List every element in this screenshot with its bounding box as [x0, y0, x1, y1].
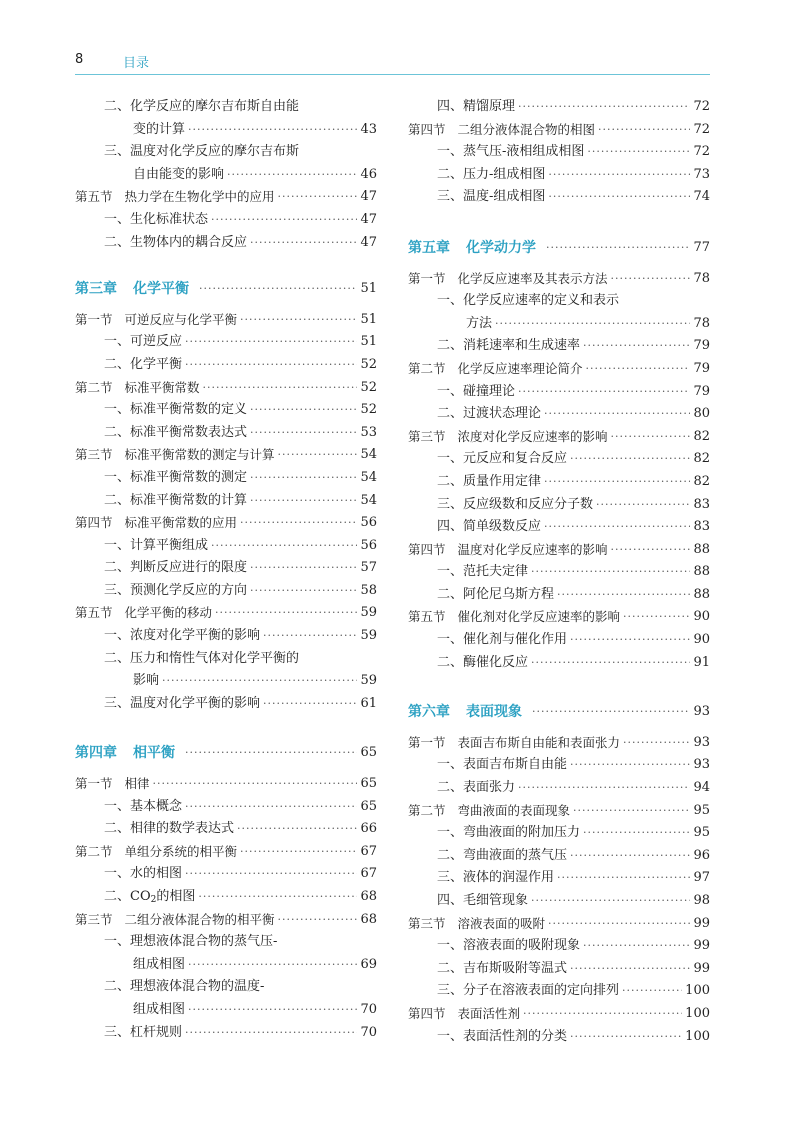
- page-ref: 58: [360, 582, 377, 598]
- toc-section[interactable]: 第五节 化学平衡的移动 ····· 59: [75, 602, 377, 625]
- dot-leader: [623, 606, 690, 629]
- page-ref: 51: [360, 334, 377, 350]
- dot-leader: [518, 96, 690, 119]
- dot-leader: [185, 354, 357, 377]
- toc-entry[interactable]: 一、蒸气压-液相组成相图 ····· 72: [408, 141, 710, 164]
- dot-leader: [211, 535, 357, 558]
- dot-leader: [227, 164, 357, 187]
- toc-section[interactable]: 第三节 标准平衡常数的测定与计算 ····· 54: [75, 444, 377, 467]
- toc-chapter[interactable]: 第三章 化学平衡 ····· 51: [75, 278, 377, 301]
- toc-entry[interactable]: 三、反应级数和反应分子数 ····· 83: [408, 494, 710, 517]
- dot-leader: [240, 309, 357, 332]
- page-ref: 99: [693, 960, 710, 976]
- toc-section[interactable]: 第五节 热力学在生物化学中的应用 ····· 47: [75, 186, 377, 209]
- page-ref: 72: [693, 144, 710, 160]
- page-header: [75, 52, 710, 75]
- toc-entry[interactable]: 二、阿伦尼乌斯方程 ····· 88: [408, 584, 710, 607]
- page-ref: 79: [693, 360, 710, 376]
- toc-entry[interactable]: 一、元反应和复合反应 ····· 82: [408, 448, 710, 471]
- dot-leader: [263, 625, 357, 648]
- page-ref: 96: [693, 847, 710, 863]
- page-ref: 52: [360, 402, 377, 418]
- toc-section[interactable]: 第四节 表面活性剂 ····· 100: [408, 1003, 710, 1026]
- page-ref: 93: [693, 757, 710, 773]
- dot-leader: [622, 980, 682, 1003]
- dot-leader: [518, 777, 690, 800]
- dot-leader: [544, 471, 690, 494]
- page-ref: 47: [360, 234, 377, 250]
- toc-entry[interactable]: 四、简单级数反应 ····· 83: [408, 516, 710, 539]
- toc-entry[interactable]: 一、可逆反应 ····· 51: [75, 331, 377, 354]
- toc-entry[interactable]: 二、理想液体混合物的温度-: [104, 979, 265, 995]
- page-ref: 51: [360, 311, 377, 327]
- toc-chapter[interactable]: 第四章 相平衡 ····· 65: [75, 742, 377, 765]
- dot-leader: [570, 754, 690, 777]
- page-ref: 65: [360, 776, 377, 792]
- dot-leader: [185, 796, 357, 819]
- page-ref: 78: [693, 315, 710, 331]
- dot-leader: [250, 580, 357, 603]
- toc-entry-continued[interactable]: 自由能变的影响 ····· 46: [75, 164, 377, 187]
- page-ref: 91: [693, 654, 710, 670]
- page-ref: 69: [360, 956, 377, 972]
- toc-entry[interactable]: 一、基本概念 ····· 65: [75, 796, 377, 819]
- page-ref: 54: [360, 492, 377, 508]
- dot-leader: [240, 841, 357, 864]
- page-ref: 65: [360, 798, 377, 814]
- page-ref: 95: [693, 802, 710, 818]
- toc-entry[interactable]: 二、$CO_2$的相图 ····· 68: [75, 886, 377, 909]
- toc-entry[interactable]: 一、化学反应速率的定义和表示: [437, 293, 620, 309]
- toc-entry[interactable]: 一、表面吉布斯自由能 ····· 93: [408, 754, 710, 777]
- toc-section[interactable]: 第二节 标准平衡常数 ····· 52: [75, 377, 377, 400]
- dot-leader: [573, 800, 690, 823]
- toc-entry-continued[interactable]: 组成相图 ····· 70: [75, 999, 377, 1022]
- page-ref: 61: [360, 695, 377, 711]
- toc-entry[interactable]: 二、酶催化反应 ····· 91: [408, 652, 710, 675]
- toc-entry[interactable]: 一、理想液体混合物的蒸气压-: [104, 934, 278, 950]
- dot-leader: [162, 670, 357, 693]
- toc-entry[interactable]: 二、判断反应进行的限度 ····· 57: [75, 557, 377, 580]
- page-ref: 82: [693, 428, 710, 444]
- toc-entry-continued[interactable]: 方法 ····· 78: [408, 313, 710, 336]
- toc-entry[interactable]: 四、精馏原理 ····· 72: [408, 96, 710, 119]
- page-ref: 59: [360, 605, 377, 621]
- page-ref: 66: [360, 821, 377, 837]
- dot-leader: [240, 512, 357, 535]
- page-ref: 77: [693, 239, 710, 255]
- dot-leader: [570, 629, 690, 652]
- page-ref: 46: [360, 166, 377, 182]
- page-ref: 99: [693, 915, 710, 931]
- page-ref: 70: [360, 1024, 377, 1040]
- running-title: 目录: [123, 56, 150, 71]
- toc-entry[interactable]: 二、过渡状态理论 ····· 80: [408, 403, 710, 426]
- dot-leader: [623, 732, 690, 755]
- toc-section[interactable]: 第二节 单组分系统的相平衡 ····· 67: [75, 841, 377, 864]
- page-ref: 88: [693, 586, 710, 602]
- toc-entry[interactable]: 二、压力-组成相图 ····· 73: [408, 164, 710, 187]
- dot-leader: [586, 358, 691, 381]
- dot-leader: [278, 909, 358, 932]
- dot-leader: [518, 381, 690, 404]
- dot-leader: [188, 999, 357, 1022]
- dot-leader: [546, 237, 690, 260]
- page-ref: 99: [693, 938, 710, 954]
- dot-leader: [583, 335, 690, 358]
- dot-leader: [278, 186, 358, 209]
- page-ref: 79: [693, 338, 710, 354]
- toc-entry[interactable]: 一、标准平衡常数的定义 ····· 52: [75, 399, 377, 422]
- page-ref: 56: [360, 537, 377, 553]
- dot-leader: [596, 494, 690, 517]
- toc-entry[interactable]: 二、压力和惰性气体对化学平衡的: [104, 650, 300, 666]
- toc-section[interactable]: 第三节 二组分液体混合物的相平衡 ····· 68: [75, 909, 377, 932]
- page-ref: 70: [360, 1001, 377, 1017]
- page-ref: 52: [360, 356, 377, 372]
- toc-entry[interactable]: 三、温度对化学平衡的影响 ····· 61: [75, 693, 377, 716]
- toc-section[interactable]: 第四节 温度对化学反应速率的影响 ····· 88: [408, 539, 710, 562]
- dot-leader: [531, 890, 690, 913]
- toc-chapter[interactable]: 第六章 表面现象 ····· 93: [408, 701, 710, 724]
- toc-entry[interactable]: 一、溶液表面的吸附现象 ····· 99: [408, 935, 710, 958]
- dot-leader: [250, 557, 357, 580]
- dot-leader: [153, 773, 358, 796]
- page-ref: 82: [693, 451, 710, 467]
- page-ref: 83: [693, 496, 710, 512]
- page-ref: 47: [360, 189, 377, 205]
- toc-entry[interactable]: 四、毛细管现象 ····· 98: [408, 890, 710, 913]
- dot-leader: [544, 403, 690, 426]
- dot-leader: [548, 164, 690, 187]
- page-ref: 79: [693, 383, 710, 399]
- toc-section[interactable]: 第五节 催化剂对化学反应速率的影响 ····· 90: [408, 606, 710, 629]
- dot-leader: [570, 958, 690, 981]
- toc-entry[interactable]: 一、生化标准状态 ····· 47: [75, 209, 377, 232]
- dot-leader: [199, 278, 357, 301]
- toc-section[interactable]: 第三节 浓度对化学反应速率的影响 ····· 82: [408, 426, 710, 449]
- dot-leader: [185, 863, 357, 886]
- page-ref: 74: [693, 189, 710, 205]
- page-ref: 83: [693, 519, 710, 535]
- dot-leader: [185, 742, 357, 765]
- page-ref: 72: [693, 121, 710, 137]
- page-number: 8: [75, 52, 84, 67]
- page-ref: 82: [693, 473, 710, 489]
- toc-entry[interactable]: 一、碰撞理论 ····· 79: [408, 381, 710, 404]
- toc-entry[interactable]: 一、弯曲液面的附加压力 ····· 95: [408, 822, 710, 845]
- toc-entry[interactable]: 二、化学平衡 ····· 52: [75, 354, 377, 377]
- toc-right-column: [408, 96, 710, 1048]
- page-ref: 93: [693, 704, 710, 720]
- dot-leader: [548, 913, 690, 936]
- dot-leader: [531, 561, 690, 584]
- toc-entry[interactable]: 一、标准平衡常数的测定 ····· 54: [75, 467, 377, 490]
- page-ref: 65: [360, 745, 377, 761]
- dot-leader: [250, 232, 357, 255]
- toc-entry[interactable]: 二、标准平衡常数的计算 ····· 54: [75, 490, 377, 513]
- dot-leader: [263, 693, 357, 716]
- toc-entry-continued[interactable]: 组成相图 ····· 69: [75, 954, 377, 977]
- dot-leader: [570, 448, 690, 471]
- page-ref: 68: [360, 889, 377, 904]
- page-ref: 52: [360, 379, 377, 395]
- page-ref: 88: [693, 564, 710, 580]
- dot-leader: [557, 867, 690, 890]
- dot-leader: [587, 141, 690, 164]
- dot-leader: [583, 822, 690, 845]
- toc-entry[interactable]: 三、液体的润湿作用 ····· 97: [408, 867, 710, 890]
- page-ref: 68: [360, 911, 377, 927]
- page-ref: 100: [685, 1028, 710, 1044]
- toc-chapter[interactable]: 第五章 化学动力学 ····· 77: [408, 237, 710, 260]
- page-ref: 97: [693, 870, 710, 886]
- page-ref: 59: [360, 673, 377, 689]
- dot-leader: [185, 331, 357, 354]
- page-ref: 78: [693, 270, 710, 286]
- toc-section[interactable]: 第一节 表面吉布斯自由能和表面张力 ····· 93: [408, 732, 710, 755]
- toc-entry[interactable]: 二、化学反应的摩尔吉布斯自由能: [104, 99, 300, 114]
- page-ref: 43: [360, 121, 377, 137]
- page-ref: 53: [360, 424, 377, 440]
- dot-leader: [532, 701, 690, 724]
- toc-section[interactable]: 第一节 可逆反应与化学平衡 ····· 51: [75, 309, 377, 332]
- toc-entry[interactable]: 一、计算平衡组成 ····· 56: [75, 535, 377, 558]
- dot-leader: [188, 119, 357, 142]
- page-ref: 94: [693, 780, 710, 796]
- dot-leader: [211, 209, 357, 232]
- toc-section[interactable]: 第四节 标准平衡常数的应用 ····· 56: [75, 512, 377, 535]
- dot-leader: [531, 652, 690, 675]
- dot-leader: [188, 954, 357, 977]
- toc-section[interactable]: 第二节 弯曲液面的表面现象 ····· 95: [408, 800, 710, 823]
- toc-entry[interactable]: 三、预测化学反应的方向 ····· 58: [75, 580, 377, 603]
- toc-entry-continued[interactable]: 影响 ····· 59: [75, 670, 377, 693]
- dot-leader: [203, 377, 358, 400]
- page-ref: 93: [693, 734, 710, 750]
- page-ref: 80: [693, 406, 710, 422]
- toc-section[interactable]: 第一节 化学反应速率及其表示方法 ····· 78: [408, 268, 710, 291]
- page-ref: 100: [685, 983, 710, 999]
- toc-entry[interactable]: 二、相律的数学表达式 ····· 66: [75, 818, 377, 841]
- page-ref: 54: [360, 469, 377, 485]
- dot-leader: [598, 119, 690, 142]
- toc-entry[interactable]: 二、吉布斯吸附等温式 ····· 99: [408, 958, 710, 981]
- dot-leader: [250, 422, 357, 445]
- dot-leader: [557, 584, 690, 607]
- toc-entry[interactable]: 三、温度-组成相图 ····· 74: [408, 186, 710, 209]
- dot-leader: [548, 186, 690, 209]
- page-ref: 98: [693, 893, 710, 908]
- toc-entry[interactable]: 二、弯曲液面的蒸气压 ····· 96: [408, 845, 710, 868]
- dot-leader: [544, 516, 690, 539]
- toc-entry[interactable]: 三、分子在溶液表面的定向排列 ····· 100: [408, 980, 710, 1003]
- dot-leader: [570, 1026, 682, 1049]
- dot-leader: [611, 268, 691, 291]
- toc-entry[interactable]: 三、杠杆规则 ····· 70: [75, 1022, 377, 1045]
- toc-entry[interactable]: 一、表面活性剂的分类 ····· 100: [408, 1026, 710, 1049]
- toc-section[interactable]: 第二节 化学反应速率理论简介 ····· 79: [408, 358, 710, 381]
- page-ref: 73: [693, 166, 710, 182]
- toc-entry[interactable]: 二、消耗速率和生成速率 ····· 79: [408, 335, 710, 358]
- dot-leader: [237, 818, 357, 841]
- page-ref: 100: [685, 1005, 710, 1021]
- dot-leader: [278, 444, 358, 467]
- dot-leader: [583, 935, 690, 958]
- toc-entry-continued[interactable]: 变的计算 ····· 43: [75, 119, 377, 142]
- toc-entry[interactable]: 一、范托夫定律 ····· 88: [408, 561, 710, 584]
- toc-section[interactable]: 第三节 溶液表面的吸附 ····· 99: [408, 913, 710, 936]
- page-ref: 95: [693, 825, 710, 841]
- page-ref: 88: [693, 541, 710, 557]
- dot-leader: [495, 313, 690, 336]
- toc-entry[interactable]: 二、标准平衡常数表达式 ····· 53: [75, 422, 377, 445]
- toc-entry[interactable]: 二、质量作用定律 ····· 82: [408, 471, 710, 494]
- dot-leader: [523, 1003, 682, 1026]
- dot-leader: [611, 426, 691, 449]
- page-ref: 59: [360, 628, 377, 644]
- page-ref: 90: [693, 632, 710, 648]
- page-ref: 56: [360, 515, 377, 531]
- toc-entry[interactable]: 一、浓度对化学平衡的影响 ····· 59: [75, 625, 377, 648]
- toc-entry[interactable]: 二、生物体内的耦合反应 ····· 47: [75, 232, 377, 255]
- toc-entry[interactable]: 二、表面张力 ····· 94: [408, 777, 710, 800]
- page-ref: 67: [360, 866, 377, 882]
- page-ref: 67: [360, 843, 377, 859]
- page-ref: 51: [360, 281, 377, 297]
- toc-entry[interactable]: 一、催化剂与催化作用 ····· 90: [408, 629, 710, 652]
- toc-section[interactable]: 第四节 二组分液体混合物的相图 ····· 72: [408, 119, 710, 142]
- page-ref: 57: [360, 560, 377, 576]
- toc-entry[interactable]: 一、水的相图 ····· 67: [75, 863, 377, 886]
- dot-leader: [611, 539, 691, 562]
- page-ref: 72: [693, 99, 710, 114]
- dot-leader: [250, 490, 357, 513]
- page-ref: 47: [360, 211, 377, 227]
- dot-leader: [570, 845, 690, 868]
- page-ref: 54: [360, 447, 377, 463]
- dot-leader: [215, 602, 357, 625]
- dot-leader: [250, 399, 357, 422]
- page-ref: 90: [693, 609, 710, 625]
- dot-leader: [198, 886, 357, 909]
- toc-left-column: [75, 96, 377, 1044]
- toc-section[interactable]: 第一节 相律 ····· 65: [75, 773, 377, 796]
- dot-leader: [185, 1022, 357, 1045]
- toc-entry[interactable]: 三、温度对化学反应的摩尔吉布斯: [104, 144, 300, 160]
- dot-leader: [250, 467, 357, 490]
